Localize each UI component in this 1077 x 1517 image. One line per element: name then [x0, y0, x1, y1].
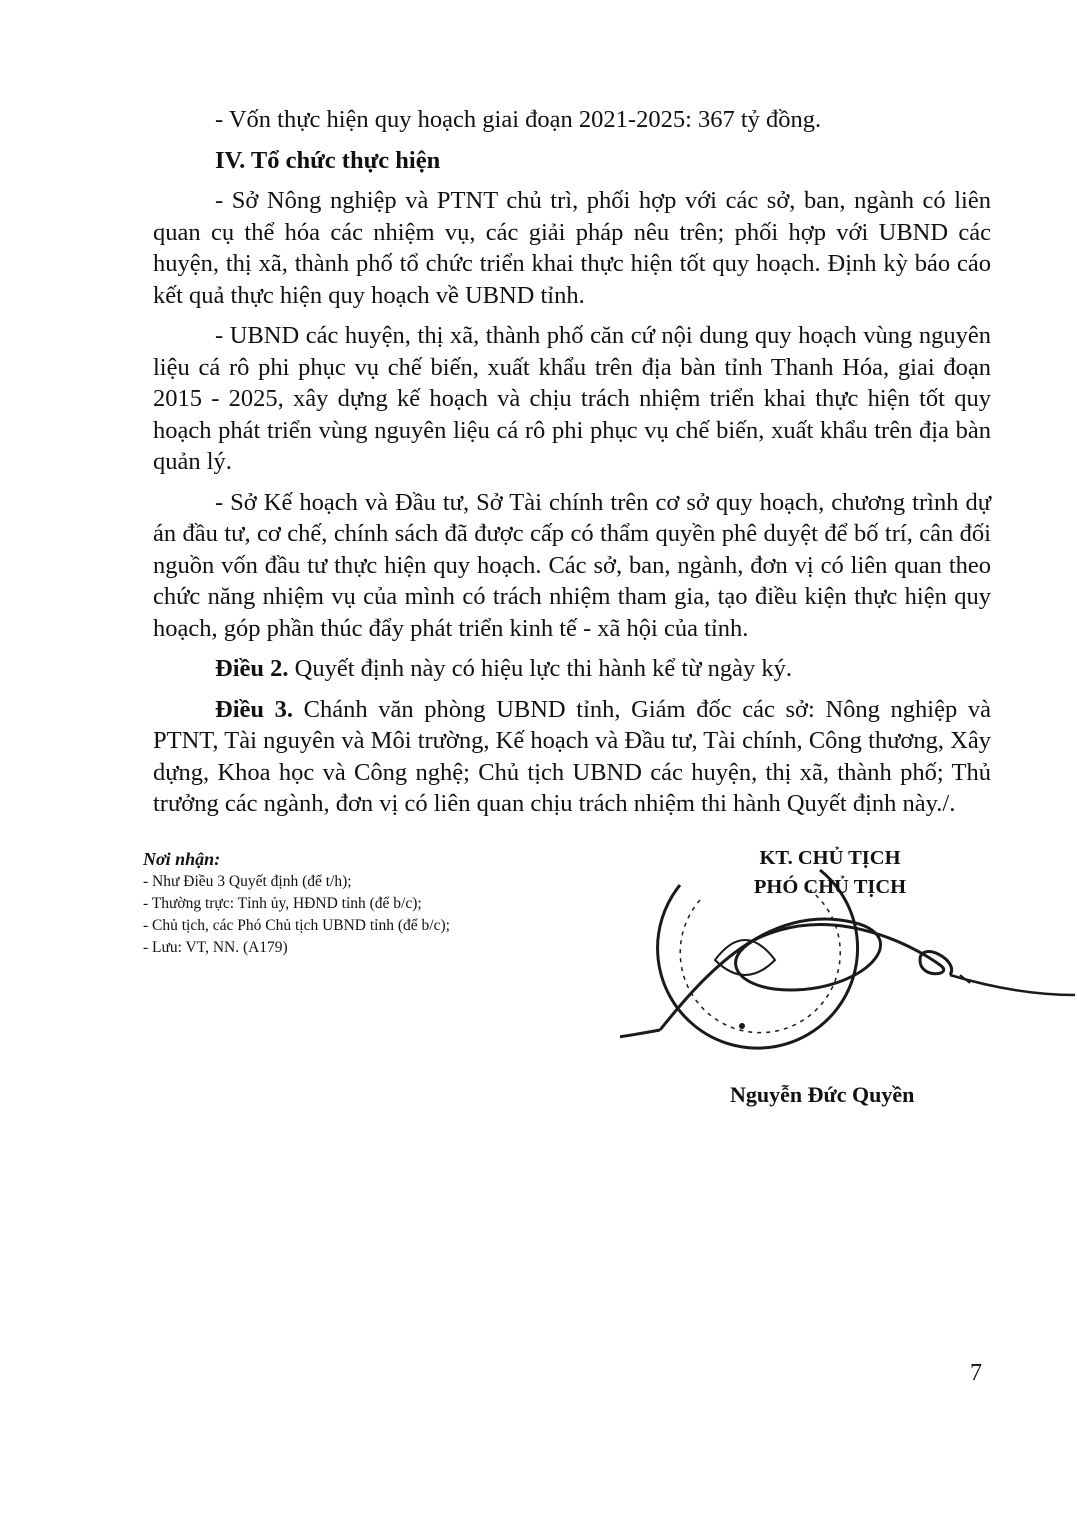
- capital-line: - Vốn thực hiện quy hoạch giai đoạn 2021-2025: 367 tỷ đồng.: [215, 106, 822, 133]
- article-3: [153, 694, 991, 820]
- recipient-item: - Chủ tịch, các Phó Chủ tịch UBND tỉnh (để b/c);: [143, 917, 450, 934]
- recipients-title: Nơi nhận:: [143, 849, 221, 869]
- recipients-block: [143, 847, 613, 959]
- paragraph-districts: - UBND các huyện, thị xã, thành phố căn cứ nội dung quy hoạch vùng nguyên liệu cá rô phi phục vụ chế biến, xuất khẩu trên địa bàn tỉnh Thanh Hóa, giai đoạn 2015 - 2025, xây dựng kế hoạch và chịu trách nhiệm triển khai thực hiện tốt quy hoạch phát triển vùng nguyên liệu cá rô phi phục vụ chế biến, xuất khẩu trên địa bàn quản lý.: [153, 322, 991, 475]
- signature-line-2: PHÓ CHỦ TỊCH: [753, 876, 907, 898]
- seal-inner-ring: [680, 890, 840, 1033]
- recipient-item: - Thường trực: Tỉnh ủy, HĐND tỉnh (để b/c);: [143, 895, 422, 912]
- paragraph-planning-finance: - Sở Kế hoạch và Đầu tư, Sở Tài chính trên cơ sở quy hoạch, chương trình dự án đầu tư, cơ chế, chính sách đã được cấp có thẩm quyền phê duyệt để bố trí, cân đối nguồn vốn đầu tư thực hiện quy hoạch. Các sở, ban, ngành, đơn vị có liên quan theo chức năng nhiệm vụ của mình có trách nhiệm tham gia, tạo điều kiện thực hiện quy hoạch, góp phần thúc đẩy phát triển kinh tế - xã hội của tỉnh.: [153, 488, 991, 642]
- article-2: [153, 653, 991, 685]
- section-heading: IV. Tổ chức thực hiện: [215, 146, 441, 174]
- signature-sweep: [620, 1030, 660, 1070]
- recipients-list: [143, 871, 613, 959]
- signature-line-1: KT. CHỦ TỊCH: [759, 847, 901, 869]
- signature-tail: [950, 975, 1075, 995]
- recipient-item: - Lưu: VT, NN. (A179): [143, 939, 288, 956]
- signature-loop: [660, 919, 952, 1030]
- decision-body: [153, 104, 991, 829]
- article-2-text: Quyết định này có hiệu lực thi hành kể từ ngày ký.: [288, 655, 793, 682]
- signer-name: Nguyễn Đức Quyền: [730, 1082, 915, 1107]
- article-2-label: Điều 2.: [215, 655, 289, 682]
- signature-title-block: [700, 844, 960, 902]
- article-3-text: Chánh văn phòng UBND tỉnh, Giám đốc các sở: Nông nghiệp và PTNT, Tài nguyên và Môi trường, Kế hoạch và Đầu tư, Tài chính, Công thương, Xây dựng, Khoa học và Công nghệ; Chủ tịch UBND các huyện, thị xã, thành phố; Thủ trưởng các ngành, đơn vị có liên quan chịu trách nhiệm thi hành Quyết định này./.: [153, 695, 991, 817]
- recipient-item: - Như Điều 3 Quyết định (để t/h);: [143, 873, 352, 890]
- article-3-label: Điều 3.: [215, 695, 294, 723]
- seal-dot: [739, 1023, 745, 1029]
- page-number: 7: [970, 1360, 982, 1386]
- paragraph-agriculture: - Sở Nông nghiệp và PTNT chủ trì, phối hợp với các sở, ban, ngành có liên quan cụ thể hóa các nhiệm vụ, các giải pháp nêu trên; phối hợp với UBND các huyện, thị xã, thành phố tổ chức triển khai thực hiện tốt quy hoạch. Định kỳ báo cáo kết quả thực hiện quy hoạch về UBND tỉnh.: [153, 187, 991, 309]
